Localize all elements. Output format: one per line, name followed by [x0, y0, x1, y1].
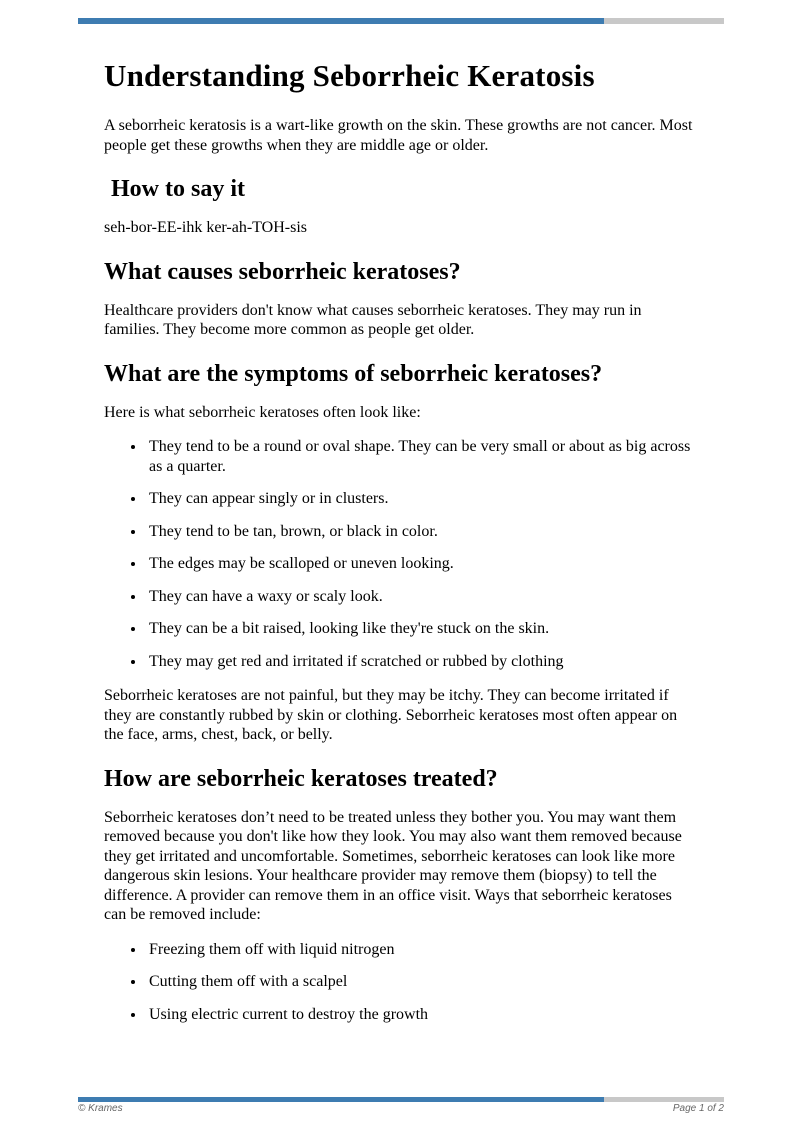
symptoms-lead: Here is what seborrheic keratoses often look like:: [104, 403, 421, 421]
heading-symptoms: What are the symptoms of seborrheic keratoses?: [104, 360, 603, 387]
footer: [78, 1103, 724, 1115]
causes-paragraph: Healthcare providers don't know what causes seborrheic keratoses. They may run in families. They become more common as people get older.: [104, 301, 642, 338]
symptoms-list-item: • They can have a waxy or scaly look.: [146, 587, 694, 607]
heading-how-to-say: How to say it: [111, 176, 245, 202]
document-content: [104, 24, 694, 1039]
heading-treatment: How are seborrheic keratoses treated?: [104, 765, 498, 792]
footer-page-number: Page 1 of 2: [672, 1103, 724, 1114]
pronunciation-text: seh-bor-EE-ihk ker-ah-TOH-sis: [104, 219, 307, 236]
symptoms-list-item: • They may get red and irritated if scratched or rubbed by clothing: [146, 652, 694, 672]
footer-copyright: © Krames: [78, 1103, 123, 1114]
symptoms-list-item: • They tend to be a round or oval shape. They can be very small or about as big across as a quarter.: [146, 437, 694, 476]
heading-causes: What causes seborrheic keratoses?: [104, 258, 461, 285]
treatment-paragraph: Seborrheic keratoses don’t need to be treated unless they bother you. You may want them removed because you don't like how they look. You may also want them removed because they get irritated and uncomfortable. Sometimes, seborrheic keratoses can look like more dangerous skin lesions. Your healthcare provider may remove them (biopsy) to tell the difference. A provider can remove them in an office visit. Ways that seborrheic keratoses can be removed include:: [104, 808, 682, 923]
footer-rule: [78, 1097, 724, 1102]
symptoms-list-item: • They tend to be tan, brown, or black in color.: [146, 522, 694, 542]
symptoms-list: [104, 437, 694, 671]
symptoms-list-item: • They can appear singly or in clusters.: [146, 489, 694, 509]
footer-rule-accent: [78, 1097, 604, 1102]
symptoms-list-item: • They can be a bit raised, looking like they're stuck on the skin.: [146, 619, 694, 639]
symptoms-after-paragraph: Seborrheic keratoses are not painful, but they may be itchy. They can become irritated if they are constantly rubbed by skin or clothing. Seborrheic keratoses most often appear on the face, arms, chest, back, or belly.: [104, 687, 678, 743]
treatment-list: [104, 940, 694, 1025]
treatment-list-item: • Cutting them off with a scalpel: [146, 972, 694, 992]
page-title: Understanding Seborrheic Keratosis: [104, 58, 595, 93]
treatment-list-item: • Freezing them off with liquid nitrogen: [146, 940, 694, 960]
intro-paragraph: A seborrheic keratosis is a wart-like growth on the skin. These growths are not cancer. Most people get these growths when they are middle age or older.: [104, 117, 693, 154]
treatment-list-item: • Using electric current to destroy the growth: [146, 1005, 694, 1025]
symptoms-list-item: • The edges may be scalloped or uneven looking.: [146, 554, 694, 574]
